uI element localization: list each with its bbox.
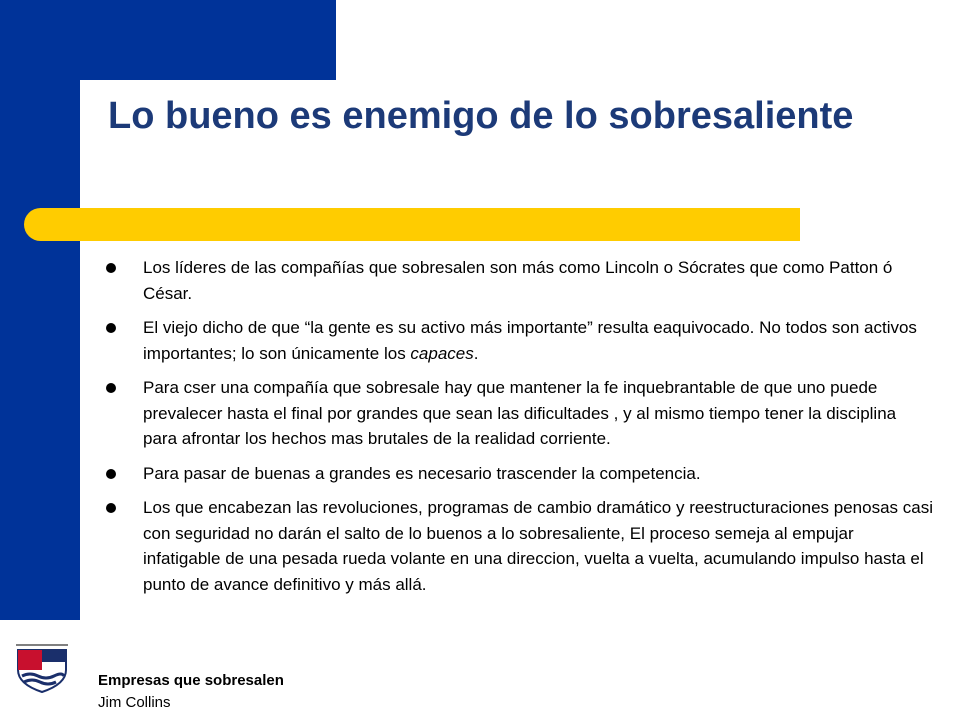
bullet-text: Los que encabezan las revoluciones, programas de cambio dramático y reestructuraciones penosas casi con seguridad no darán el salto de lo buenos a lo sobresaliente, El proceso semeja al empujar infatigable de una pesada rueda volante en una direccion, vuelta a vuelta, acumulando impulso hasta el punto de avance definitivo y más allá. <box>143 498 933 594</box>
yellow-accent-bar <box>24 208 800 241</box>
bullet-text: El viejo dicho de que “la gente es su activo más importante” resulta eaquivocado. No todos son activos importantes; lo son únicamente los <box>143 318 917 363</box>
bullet-text: Para pasar de buenas a grandes es necesario trascender la competencia. <box>143 463 701 483</box>
bullet-text-end: . <box>473 343 479 363</box>
bullet-item <box>103 461 933 487</box>
bullet-text: Para cser una compañía que sobresale hay que mantener la fe inquebrantable de que uno puede prevalecer hasta el final por grandes que sean las dificultades , y al mismo tiempo tener la disciplina para afrontar los hechos mas brutales de la realidad corriente. <box>143 378 897 448</box>
bullet-item <box>103 315 933 366</box>
bullet-item <box>103 495 933 597</box>
blue-left-stripe <box>0 0 80 620</box>
bullet-dot-icon <box>106 469 116 479</box>
bullet-dot-icon <box>106 263 116 273</box>
bullet-item <box>103 375 933 452</box>
footer-subtitle: Jim Collins <box>98 694 171 711</box>
bullet-dot-icon <box>106 323 116 333</box>
slide-title: Lo bueno es enemigo de lo sobresaliente <box>108 95 854 137</box>
footer-title: Empresas que sobresalen <box>98 672 284 689</box>
bullet-item <box>103 255 933 306</box>
bullet-dot-icon <box>106 503 116 513</box>
bullet-list <box>103 255 933 606</box>
bullet-emphasis: capaces <box>410 343 474 363</box>
iae-austral-logo <box>6 620 78 716</box>
bullet-dot-icon <box>106 383 116 393</box>
bullet-text: Los líderes de las compañías que sobresalen son más como Lincoln o Sócrates que como Patton ó César. <box>143 258 893 303</box>
